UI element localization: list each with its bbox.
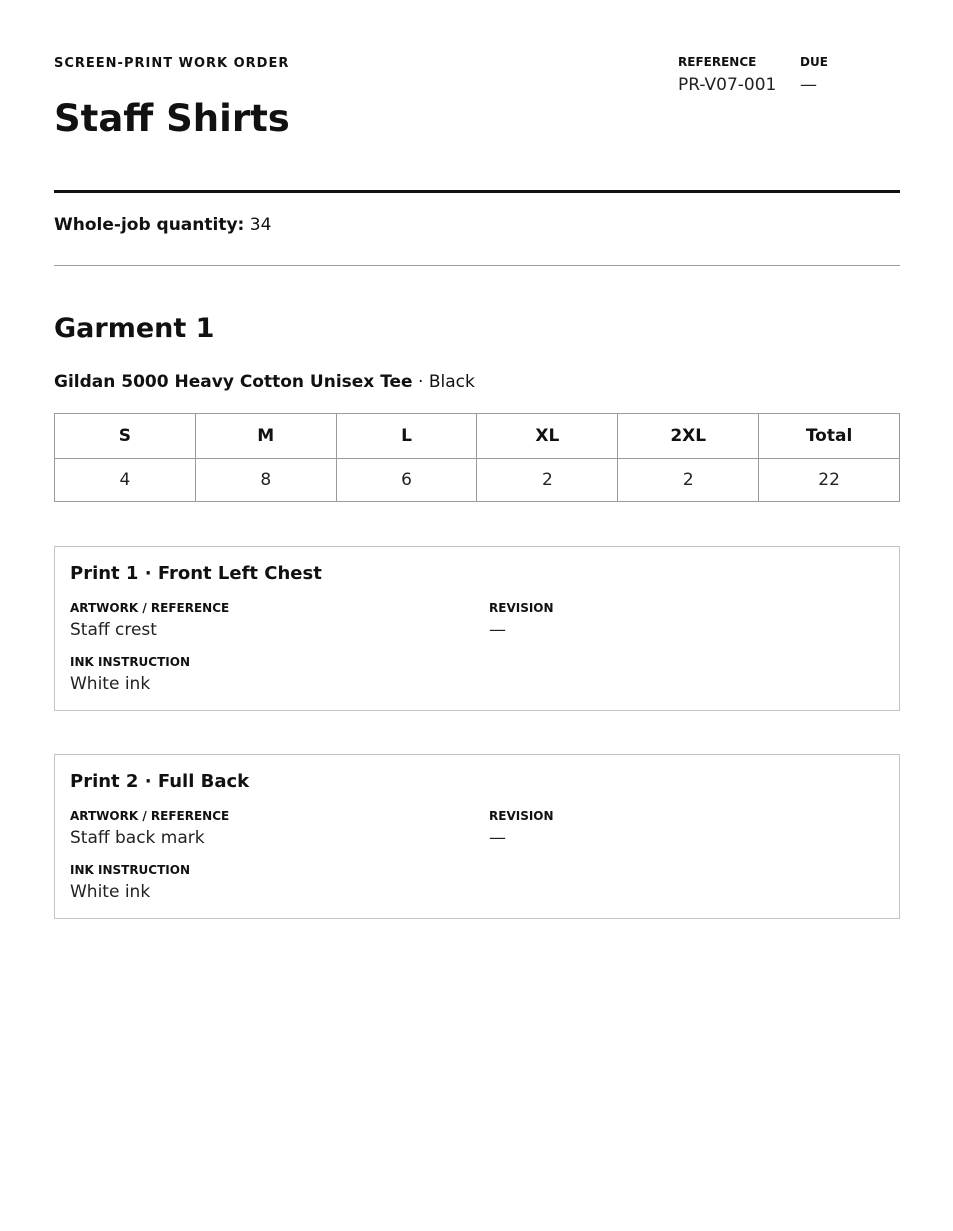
ink-value: White ink [70, 882, 151, 902]
revision-label: REVISION [489, 601, 554, 615]
artwork-label: ARTWORK / REFERENCE [70, 809, 230, 823]
due-value: — [800, 75, 817, 95]
revision-field [489, 808, 554, 850]
revision-value: — [489, 828, 506, 848]
size-value-2xl: 2 [618, 459, 759, 502]
reference-value: PR-V07-001 [678, 75, 777, 95]
print-title: Print 2 · Full Back [70, 771, 250, 792]
size-header-row [55, 414, 900, 459]
print-card-1 [54, 546, 900, 711]
size-value-m: 8 [195, 459, 336, 502]
size-header-m: M [195, 414, 336, 459]
artwork-value: Staff back mark [70, 828, 205, 848]
garment-heading: Garment 1 [54, 313, 215, 344]
print-title: Print 1 · Front Left Chest [70, 563, 322, 584]
artwork-label: ARTWORK / REFERENCE [70, 601, 230, 615]
due-label: DUE [800, 55, 828, 69]
size-value-l: 6 [336, 459, 477, 502]
size-header-s: S [55, 414, 196, 459]
reference-label: REFERENCE [678, 55, 757, 69]
header-divider [54, 190, 900, 193]
size-value-s: 4 [55, 459, 196, 502]
size-value-total: 22 [759, 459, 900, 502]
size-value-xl: 2 [477, 459, 618, 502]
document-kicker: SCREEN-PRINT WORK ORDER [54, 56, 290, 71]
job-quantity-value: 34 [249, 215, 272, 235]
size-value-row [55, 459, 900, 502]
reference-block [678, 54, 776, 97]
revision-label: REVISION [489, 809, 554, 823]
revision-field [489, 600, 554, 642]
ink-label: INK INSTRUCTION [70, 863, 191, 877]
revision-value: — [489, 620, 506, 640]
due-block [800, 54, 828, 97]
section-divider [54, 265, 900, 266]
product-color-separator: · [412, 372, 429, 392]
ink-label: INK INSTRUCTION [70, 655, 191, 669]
size-header-total: Total [759, 414, 900, 459]
garment-product [54, 372, 475, 392]
size-header-l: L [336, 414, 477, 459]
page-title: Staff Shirts [54, 97, 290, 140]
print-card-2 [54, 754, 900, 919]
job-quantity-label: Whole-job quantity: [54, 215, 245, 235]
artwork-field [70, 600, 229, 642]
job-quantity [54, 215, 271, 235]
size-header-xl: XL [477, 414, 618, 459]
product-name: Gildan 5000 Heavy Cotton Unisex Tee [54, 372, 413, 392]
product-color: Black [428, 372, 475, 392]
ink-field [70, 654, 190, 696]
size-header-2xl: 2XL [618, 414, 759, 459]
artwork-value: Staff crest [70, 620, 157, 640]
artwork-field [70, 808, 229, 850]
ink-value: White ink [70, 674, 151, 694]
ink-field [70, 862, 190, 904]
size-breakdown-table [54, 413, 900, 502]
